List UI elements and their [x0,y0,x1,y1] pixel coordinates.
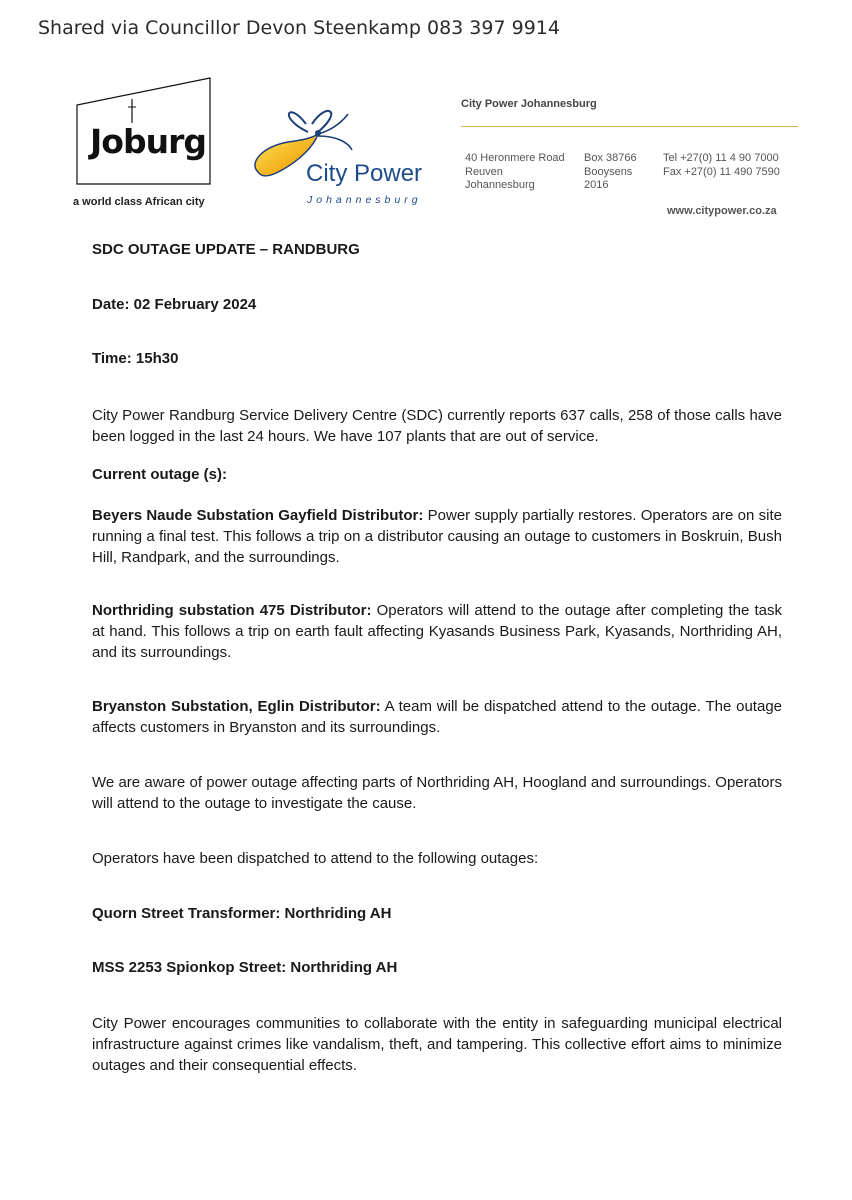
letterhead-contact [663,152,780,179]
dispatched-item: Quorn Street Transformer: Northriding AH [92,905,392,922]
outage-text: Power supply partially restores. Operators are on site running a final test. This follows a trip on a distributor causing an outage to customers in Boskruin, Bush Hill, Randpark, and the surroundings. [92,507,782,566]
outage-entry [92,505,782,568]
letterhead-rule [461,126,798,127]
box-line: 2016 [584,179,609,191]
document-date: Date: 02 February 2024 [92,296,257,313]
city-power-name: City Power [306,160,423,187]
letterhead-website: www.citypower.co.za [667,205,777,217]
outage-text: A team will be dispatched attend to the outage. The outage affects customers in Bryanston and its surroundings. [92,698,782,736]
letterhead-address [465,152,565,193]
dispatched-item: MSS 2253 Spionkop Street: Northriding AH [92,959,398,976]
document-title: SDC OUTAGE UPDATE – RANDBURG [92,241,360,258]
shared-note: Shared via Councillor Devon Steenkamp 083 397 9914 [38,17,560,39]
address-line: Reuven [465,165,503,178]
joburg-tagline: a world class African city [73,196,205,208]
letterhead-org: City Power Johannesburg [461,98,597,110]
intro-paragraph: City Power Randburg Service Delivery Centre (SDC) currently reports 637 calls, 258 of those calls have been logged in the last 24 hours. We have 107 plants that are out of service. [92,407,782,445]
outage-entry [92,696,782,738]
joburg-wordmark: Joburg [90,122,206,161]
aware-paragraph: We are aware of power outage affecting parts of Northriding AH, Hoogland and surroundings. Operators will attend to the outage to investigate the cause. [92,774,782,812]
dispatched-paragraph: Operators have been dispatched to attend to the following outages: [92,850,539,867]
outage-text: Operators will attend to the outage after completing the task at hand. This follows a trip on earth fault affecting Kyasands Business Park, Kyasands, Northriding AH, and its surroundings. [92,602,782,661]
letterhead-box [584,152,637,193]
joburg-logo [76,77,211,185]
box-line: Booysens [584,165,633,178]
document-time: Time: 15h30 [92,350,179,367]
outage-entry [92,600,782,663]
current-outages-heading: Current outage (s): [92,466,227,483]
fax-line: Fax +27(0) 11 490 7590 [663,165,780,178]
address-line: Johannesburg [465,179,535,191]
box-line: Box 38766 [584,152,637,164]
address-line: 40 Heronmere Road [465,152,565,164]
tel-line: Tel +27(0) 11 4 90 7000 [663,152,779,164]
outage-name: Beyers Naude Substation Gayfield Distributor: [92,507,424,524]
closing-paragraph: City Power encourages communities to collaborate with the entity in safeguarding municipal electrical infrastructure against crimes like vandalism, theft, and tampering. This collective effort aims to minimize outages and their consequential effects. [92,1015,782,1074]
outage-name: Northriding substation 475 Distributor: [92,602,372,619]
outage-name: Bryanston Substation, Eglin Distributor: [92,698,381,715]
city-power-subtitle: Johannesburg [307,194,422,206]
